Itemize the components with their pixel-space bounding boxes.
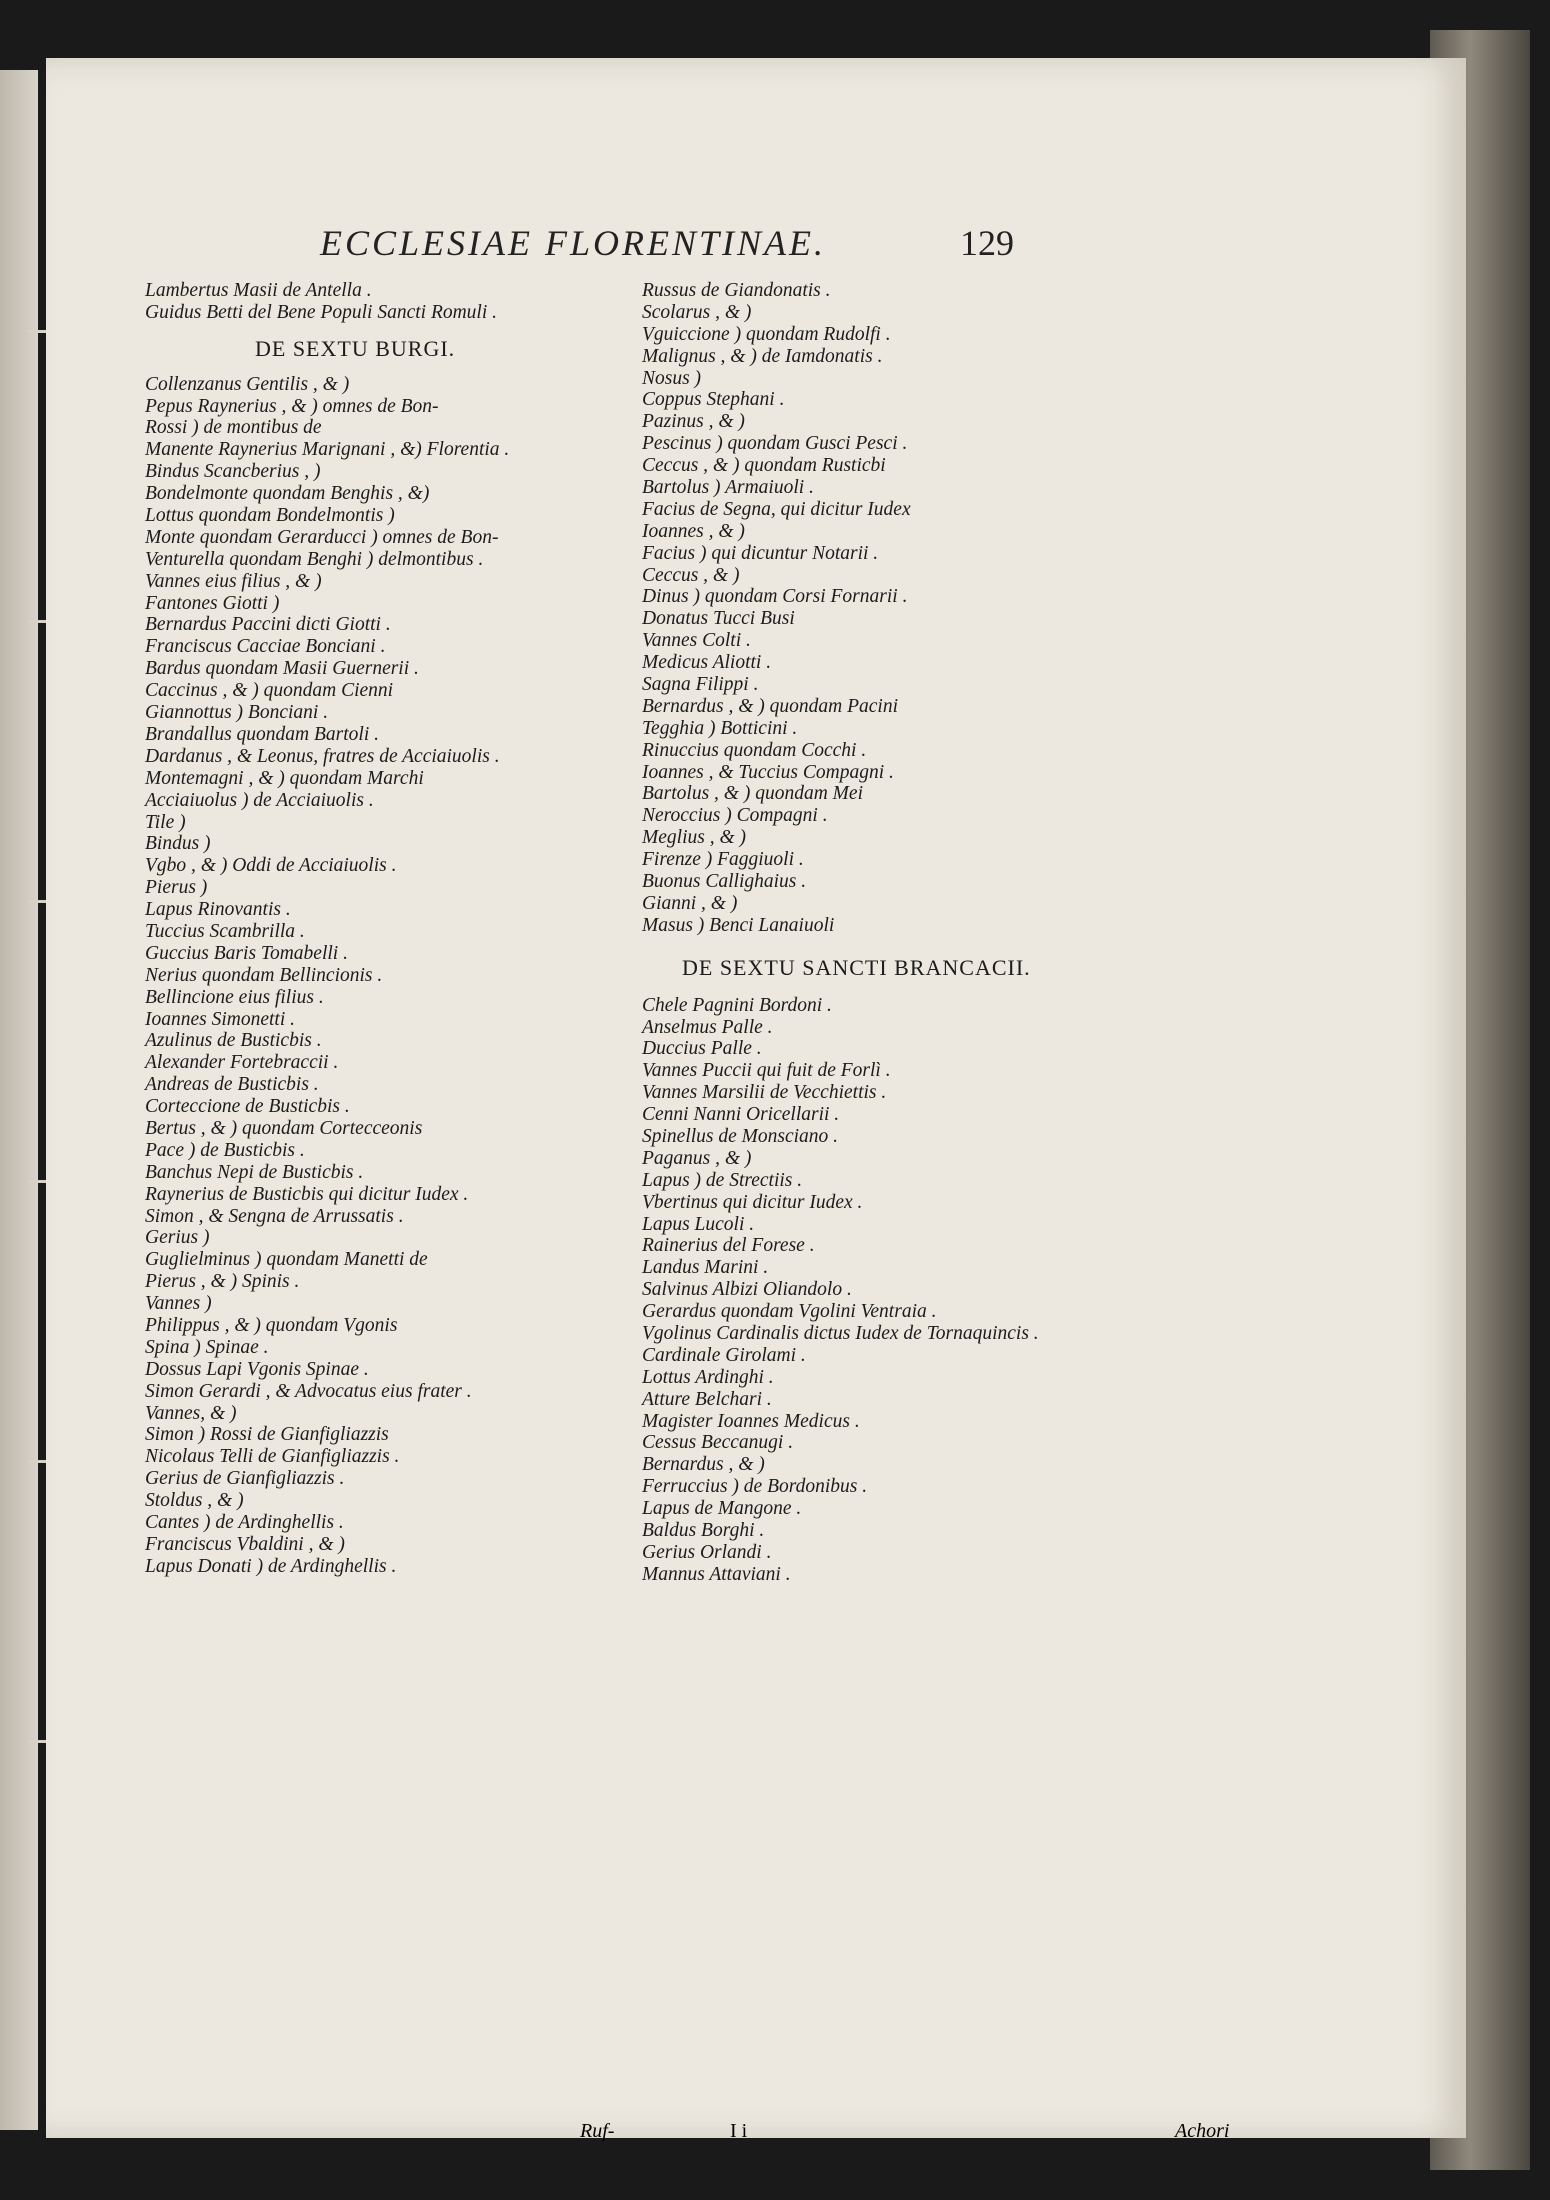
name-list-brancacii xyxy=(642,995,1102,1586)
list-item: Giannottus ) Bonciani . xyxy=(145,702,329,724)
list-item: Dardanus , & Leonus, fratres de Acciaiuolis . xyxy=(145,745,500,767)
list-item: Duccius Palle . xyxy=(642,1038,762,1060)
column-left xyxy=(145,280,665,1578)
list-item: Landus Marini . xyxy=(642,1257,769,1279)
list-item: Vannes eius filius , & ) xyxy=(145,570,322,592)
list-item: Franciscus Cacciae Bonciani . xyxy=(145,636,386,658)
list-item: Ioannes , & ) xyxy=(642,520,745,542)
list-item: Lapus de Mangone . xyxy=(642,1498,802,1520)
list-item: Russus de Giandonatis . xyxy=(642,280,831,301)
list-item: Medicus Aliotti . xyxy=(642,652,772,674)
list-item: Guidus Betti del Bene Populi Sancti Romuli . xyxy=(145,301,498,323)
list-item: Bartolus , & ) quondam Mei xyxy=(642,783,863,805)
list-item: Monte quondam Gerarducci ) omnes de Bon- xyxy=(145,526,499,548)
list-item: Salvinus Albizi Oliandolo . xyxy=(642,1279,852,1301)
list-item: Buonus Callighaius . xyxy=(642,871,807,893)
list-item: Atture Belchari . xyxy=(642,1388,772,1410)
list-item: Vgolinus Cardinalis dictus Iudex de Tornaquincis . xyxy=(642,1322,1039,1344)
list-item: Coppus Stephani . xyxy=(642,389,785,411)
list-item: Vannes Colti . xyxy=(642,630,751,652)
list-item: Gerardus quondam Vgolini Ventraia . xyxy=(642,1301,937,1323)
list-item: Guccius Baris Tomabelli . xyxy=(145,942,348,964)
list-item: Tile ) xyxy=(145,811,186,833)
list-item: Vgbo , & ) Oddi de Acciaiuolis . xyxy=(145,855,397,877)
list-item: Pierus , & ) Spinis . xyxy=(145,1271,300,1293)
list-item: Pazinus , & ) xyxy=(642,411,745,433)
list-item: Rainerius del Forese . xyxy=(642,1235,815,1257)
page-number: 129 xyxy=(960,223,1014,263)
column-right xyxy=(642,280,1102,1586)
list-item: Bindus Scancberius , ) xyxy=(145,461,321,483)
list-item: Pace ) de Busticbis . xyxy=(145,1139,305,1161)
list-item: Raynerius de Busticbis qui dicitur Iudex . xyxy=(145,1183,469,1205)
list-item: Vguiccione ) quondam Rudolfi . xyxy=(642,323,891,345)
list-item: Nicolaus Telli de Gianfigliazzis . xyxy=(145,1446,400,1468)
list-item: Stoldus , & ) xyxy=(145,1490,244,1512)
list-item: Mannus Attaviani . xyxy=(642,1563,791,1585)
list-item: Bondelmonte quondam Benghis , &) xyxy=(145,483,430,505)
list-item: Lottus quondam Bondelmontis ) xyxy=(145,505,395,527)
list-item: Vannes Marsilii de Vecchiettis . xyxy=(642,1082,887,1104)
list-item: Bartolus ) Armaiuoli . xyxy=(642,477,814,499)
list-item: Vbertinus qui dicitur Iudex . xyxy=(642,1191,863,1213)
list-item: Tegghia ) Botticini . xyxy=(642,717,798,739)
section-heading-brancacii: DE SEXTU SANCTI BRANCACII. xyxy=(682,954,1031,980)
list-item: Caccinus , & ) quondam Cienni xyxy=(145,680,394,702)
list-item: Ceccus , & ) quondam Rusticbi xyxy=(642,455,886,477)
list-item: Baldus Borghi . xyxy=(642,1520,765,1541)
list-item: Lapus ) de Strectiis . xyxy=(642,1169,803,1191)
intro-lines xyxy=(145,280,665,324)
list-item: Donatus Tucci Busi xyxy=(642,608,795,630)
list-item: Magister Ioannes Medicus . xyxy=(642,1410,860,1432)
list-item: Lapus Lucoli . xyxy=(642,1213,755,1235)
list-item: Simon Gerardi , & Advocatus eius frater . xyxy=(145,1380,472,1402)
list-item: Pierus ) xyxy=(145,877,208,899)
list-item: Cantes ) de Ardinghellis . xyxy=(145,1512,344,1533)
list-item: Corteccione de Busticbis . xyxy=(145,1096,350,1118)
list-item: Ceccus , & ) xyxy=(642,564,740,586)
list-item: Ferruccius ) de Bordonibus . xyxy=(642,1476,868,1498)
list-item: Simon ) Rossi de Gianfigliazzis xyxy=(145,1424,389,1446)
list-item: Azulinus de Busticbis . xyxy=(145,1030,322,1052)
list-item: Brandallus quondam Bartoli . xyxy=(145,723,380,745)
list-item: Bernardus , & ) quondam Pacini xyxy=(642,695,899,717)
list-item: Bellincione eius filius . xyxy=(145,986,324,1008)
catchword-left: Ruf- xyxy=(580,2120,615,2142)
list-item: Facius de Segna, qui dicitur Iudex xyxy=(642,498,911,520)
list-item: Banchus Nepi de Busticbis . xyxy=(145,1161,364,1183)
list-item: Philippus , & ) quondam Vgonis xyxy=(145,1314,398,1336)
list-item: Cenni Nanni Oricellarii . xyxy=(642,1104,840,1126)
list-item: Lambertus Masii de Antella . xyxy=(145,280,372,301)
list-item: Gerius Orlandi . xyxy=(642,1541,772,1563)
list-item: Anselmus Palle . xyxy=(642,1016,773,1038)
list-item: Franciscus Vbaldini , & ) xyxy=(145,1533,345,1555)
list-item: Vannes ) xyxy=(145,1293,212,1315)
list-item: Sagna Filippi . xyxy=(642,674,759,696)
list-item: Alexander Fortebraccii . xyxy=(145,1052,339,1074)
running-head: ECCLESIAE FLORENTINAE. xyxy=(320,223,826,263)
list-item: Fantones Giotti ) xyxy=(145,592,280,614)
list-item: Ioannes Simonetti . xyxy=(145,1008,296,1030)
list-item: Chele Pagnini Bordoni . xyxy=(642,994,832,1016)
list-item: Dinus ) quondam Corsi Fornarii . xyxy=(642,586,908,608)
name-list-right xyxy=(642,280,1102,937)
list-item: Gerius ) xyxy=(145,1227,210,1249)
list-item: Montemagni , & ) quondam Marchi xyxy=(145,767,424,789)
list-item: Pepus Raynerius , & ) omnes de Bon- xyxy=(145,395,439,417)
list-item: Scolarus , & ) xyxy=(642,301,752,323)
list-item: Vannes, & ) xyxy=(145,1402,237,1424)
list-item: Spina ) Spinae . xyxy=(145,1336,269,1358)
list-item: Andreas de Busticbis . xyxy=(145,1074,319,1096)
list-item: Pescinus ) quondam Gusci Pesci . xyxy=(642,433,908,455)
list-item: Vannes Puccii qui fuit de Forlì . xyxy=(642,1060,891,1082)
list-item: Neroccius ) Compagni . xyxy=(642,805,828,827)
list-item: Nerius quondam Bellincionis . xyxy=(145,964,383,986)
list-item: Masus ) Benci Lanaiuoli xyxy=(642,914,835,936)
list-item: Facius ) qui dicuntur Notarii . xyxy=(642,542,879,564)
list-item: Tuccius Scambrilla . xyxy=(145,920,305,942)
list-item: Lapus Rinovantis . xyxy=(145,899,291,921)
list-item: Lapus Donati ) de Ardinghellis . xyxy=(145,1555,397,1577)
list-item: Cardinale Girolami . xyxy=(642,1344,806,1366)
list-item: Guglielminus ) quondam Manetti de xyxy=(145,1249,428,1271)
list-item: Rossi ) de montibus de xyxy=(145,417,322,439)
list-item: Ioannes , & Tuccius Compagni . xyxy=(642,761,894,783)
list-item: Bernardus Paccini dicti Giotti . xyxy=(145,614,391,636)
list-item: Bindus ) xyxy=(145,833,211,855)
list-item: Venturella quondam Benghi ) delmontibus . xyxy=(145,548,484,570)
list-item: Paganus , & ) xyxy=(642,1147,752,1169)
list-item: Dossus Lapi Vgonis Spinae . xyxy=(145,1358,369,1380)
list-item: Firenze ) Faggiuoli . xyxy=(642,849,804,871)
section-heading-burgi: DE SEXTU BURGI. xyxy=(255,335,456,361)
list-item: Rinuccius quondam Cocchi . xyxy=(642,739,867,761)
list-item: Collenzanus Gentilis , & ) xyxy=(145,373,350,395)
list-item: Simon , & Sengna de Arrussatis . xyxy=(145,1205,404,1227)
list-item: Gerius de Gianfigliazzis . xyxy=(145,1468,345,1490)
list-item: Nosus ) xyxy=(642,367,702,389)
adjacent-page-edge xyxy=(0,70,38,2130)
list-item: Bernardus , & ) xyxy=(642,1454,765,1476)
list-item: Gianni , & ) xyxy=(642,892,738,914)
list-item: Bertus , & ) quondam Cortecceonis xyxy=(145,1117,423,1139)
name-list-left xyxy=(145,374,665,1578)
list-item: Cessus Beccanugi . xyxy=(642,1432,794,1454)
signature-mark: I i xyxy=(730,2120,748,2142)
list-item: Meglius , & ) xyxy=(642,827,746,849)
list-item: Lottus Ardinghi . xyxy=(642,1366,774,1388)
list-item: Bardus quondam Masii Guernerii . xyxy=(145,658,419,680)
list-item: Manente Raynerius Marignani , &) Florentia . xyxy=(145,439,510,461)
list-item: Spinellus de Monsciano . xyxy=(642,1125,839,1147)
catchword-right: Achori xyxy=(1175,2120,1230,2142)
list-item: Acciaiuolus ) de Acciaiuolis . xyxy=(145,789,374,811)
list-item: Malignus , & ) de Iamdonatis . xyxy=(642,345,883,367)
